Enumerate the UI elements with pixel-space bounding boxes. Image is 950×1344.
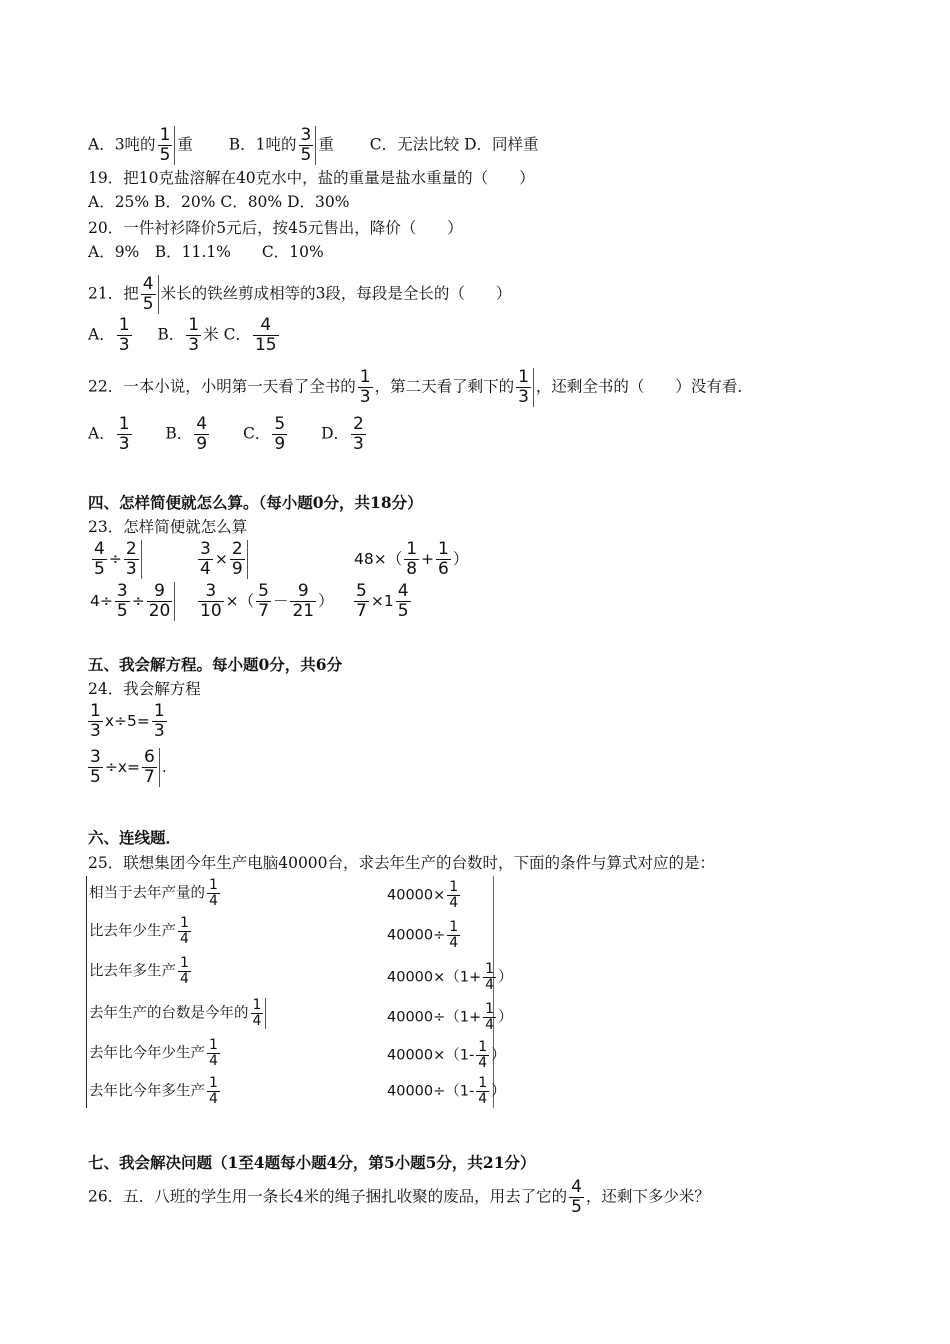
match-right-4: 40000÷（1+ $\frac{1}{4}$ ） <box>387 1001 513 1033</box>
q20-options: A．9% B．11.1% C．10% <box>88 243 324 261</box>
matching-table <box>86 876 513 1108</box>
q18-options: A．3吨的 $\frac{1}{5}$ 重 B．1吨的 $\frac{3}{5}$ 重 C．无法比较 D．同样重 <box>88 125 539 165</box>
match-left-5: 去年比今年少生产 $\frac{1}{4}$ <box>89 1037 218 1069</box>
section-6-title: 六、连线题． <box>88 828 182 847</box>
fraction: $\frac{4}{5}$ <box>571 1177 582 1217</box>
q19-options: A．25% B．20% C．80% D．30% <box>88 193 350 211</box>
fraction: $\frac{4}{9}$ <box>196 414 208 454</box>
match-right-6: 40000÷（1- $\frac{1}{4}$ ） <box>387 1075 506 1107</box>
match-right-1: 40000× $\frac{1}{4}$ <box>387 879 459 911</box>
q23-stem: 23．怎样简便就怎么算 <box>88 518 248 536</box>
fraction: $\frac{2}{3}$ <box>353 414 364 454</box>
q18-option-a: A．3吨的 <box>88 135 156 154</box>
match-left-2: 比去年少生产 $\frac{1}{4}$ <box>89 915 189 947</box>
calc-expression-2: $\frac{3}{4}$ × $\frac{2}{9}$ <box>196 540 250 579</box>
fraction: $\frac{1}{3}$ <box>188 315 200 355</box>
fraction: $\frac{1}{3}$ <box>516 368 534 407</box>
calc-expression-6: $\frac{5}{7}$ ×1 $\frac{4}{5}$ <box>356 581 409 621</box>
fraction: $\frac{1}{3}$ <box>118 414 130 454</box>
match-left-1: 相当于去年产量的 $\frac{1}{4}$ <box>89 877 218 909</box>
fraction: $\frac{1}{3}$ <box>359 367 371 407</box>
section-5-title: 五、我会解方程。每小题0分，共6分 <box>88 655 343 674</box>
q26-stem: 26．五．八班的学生用一条长4米的绳子捆扎收聚的废品，用去了它的 $\frac{4}{5}$ ，还剩下多少米？ <box>88 1177 710 1217</box>
calc-expression-3: 48×（ $\frac{1}{8}$ + $\frac{1}{6}$ ） <box>354 539 469 579</box>
equation-1: $\frac{1}{3}$ x÷5= $\frac{1}{3}$ <box>90 701 165 741</box>
q22-options: A． $\frac{1}{3}$ B． $\frac{4}{9}$ C． $\frac{5}{9}$ D． $\frac{2}{3}$ <box>88 414 364 454</box>
fraction: $\frac{5}{9}$ <box>274 414 286 454</box>
fraction: $\frac{3}{5}$ <box>299 126 317 165</box>
q20-stem: 20．一件衬衫降价5元后，按45元售出，降价（ ） <box>88 219 463 237</box>
match-right-2: 40000÷ $\frac{1}{4}$ <box>387 919 459 951</box>
q25-stem: 25．联想集团今年生产电脑40000台，求去年生产的台数时，下面的条件与算式对应的是： <box>88 854 716 872</box>
q24-stem: 24．我会解方程 <box>88 680 201 698</box>
match-left-3: 比去年多生产 $\frac{1}{4}$ <box>89 955 189 987</box>
fraction: $\frac{1}{5}$ <box>158 126 176 165</box>
q18-option-b: B．1吨的 <box>228 135 297 154</box>
calc-expression-4: 4÷ $\frac{3}{5}$ ÷ $\frac{9}{20}$ <box>90 582 177 621</box>
match-left-4: 去年生产的台数是今年的 $\frac{1}{4}$ <box>89 998 268 1029</box>
q18-option-d: D．同样重 <box>464 135 539 154</box>
q22-stem: 22．一本小说，小明第一天看了全书的 $\frac{1}{3}$ ，第二天看了剩下的 $\frac{1}{3}$ ，还剩全书的（ ）没有看． <box>88 367 753 407</box>
calc-expression-1: $\frac{4}{5}$ ÷ $\frac{2}{3}$ <box>90 540 144 579</box>
fraction: $\frac{4}{5}$ <box>141 275 159 314</box>
q21-stem: 21．把 $\frac{4}{5}$ 米长的铁丝剪成相等的3段，每段是全长的（ ） <box>88 274 512 314</box>
match-right-3: 40000×（1+ $\frac{1}{4}$ ） <box>387 961 513 993</box>
section-7-title: 七、我会解决问题（1至4题每小题4分，第5小题5分，共21分） <box>88 1153 536 1172</box>
q18-option-c: C．无法比较 <box>369 135 460 154</box>
fraction: $\frac{4}{15}$ <box>254 315 277 355</box>
fraction: $\frac{1}{3}$ <box>118 315 130 355</box>
q19-stem: 19．把10克盐溶解在40克水中，盐的重量是盐水重量的（ ） <box>88 169 535 187</box>
match-right-5: 40000×（1- $\frac{1}{4}$ ） <box>387 1039 506 1071</box>
calc-expression-5: $\frac{3}{10}$ ×（ $\frac{5}{7}$ － $\frac{9}{21}$ ） <box>200 581 334 621</box>
equation-2: $\frac{3}{5}$ ÷x= $\frac{6}{7}$ . <box>90 747 167 787</box>
section-4-title: 四、怎样简便就怎么算。（每小题0分，共18分） <box>88 493 423 512</box>
q21-options: A． $\frac{1}{3}$ B． $\frac{1}{3}$ 米 C． $\frac{4}{15}$ <box>88 315 277 355</box>
match-left-6: 去年比今年多生产 $\frac{1}{4}$ <box>89 1075 218 1107</box>
